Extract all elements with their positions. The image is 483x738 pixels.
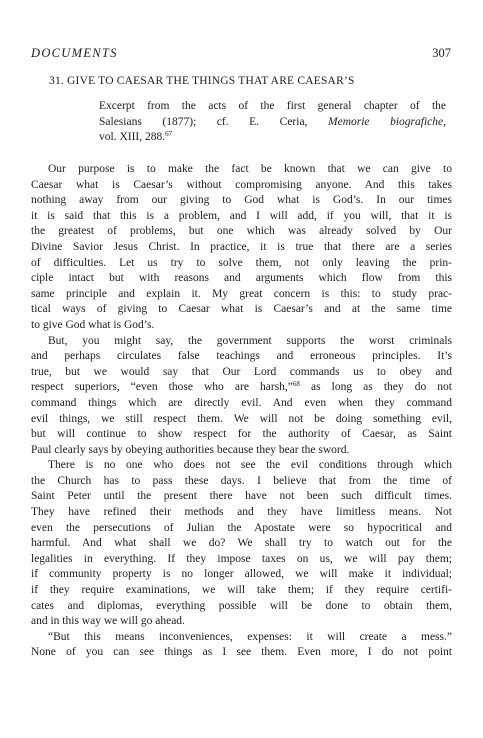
text-line: None of you can see things as I see them. Even more, I do not point (31, 646, 452, 659)
page-number: 307 (432, 46, 451, 60)
source-note-line: Excerpt from the acts of the first general chapter of the (99, 100, 446, 112)
text-line: Divine Savior Jesus Christ. In practice, it is true that there are a series (31, 240, 452, 253)
text-line: nothing away from our giving to God what is God’s. In our times (31, 194, 452, 207)
text-line: evil things, we still respect them. We will not be doing something evil, (31, 412, 452, 425)
text-line: There is no one who does not see the evil conditions through which (48, 459, 452, 472)
body-text (31, 162, 452, 661)
source-note-text: Salesians (1877); cf. E. Ceria, (99, 115, 308, 128)
text-line: tical ways of giving to Caesar what is Caesar’s and at the same time (31, 303, 452, 316)
text-line: even the persecutions of Julian the Apostate were so hypocritical and (31, 521, 452, 534)
text-line: harmful. And what shall we do? We shall try to watch out for the (31, 537, 452, 550)
source-note-line (99, 130, 446, 146)
text-line: legalities in everything. If they impose taxes on us, we will pay them; (31, 552, 452, 565)
footnote-marker: 67 (165, 130, 173, 139)
text-line: Saint Peter until the present there have not been such difficult times. (31, 490, 452, 503)
text-line: but will continue to show respect for the authority of Caesar, as Saint (31, 428, 452, 441)
source-note-line (99, 115, 446, 131)
text-line: if they require examinations, we will take them; if they require certifi- (31, 584, 452, 597)
section-title: 31. GIVE TO CAESAR THE THINGS THAT ARE CAESAR’S (49, 75, 355, 87)
text-segment: respect superiors, “even those who are harsh,” (31, 381, 293, 394)
running-head: DOCUMENTS (31, 46, 118, 60)
text-line: ciple intact but with reasons and arguments which flow from this (31, 272, 452, 285)
text-line: same principle and explain it. My great concern is this: to study prac- (31, 287, 452, 300)
text-line: Our purpose is to make the fact be known that we can give to (48, 163, 452, 175)
text-line: “But this means inconveniences, expenses: it will create a mess.” (48, 630, 452, 643)
text-line: and perhaps circulates false teachings and erroneous principles. It’s (31, 350, 452, 363)
text-segment: as long as they do not (299, 381, 452, 394)
text-line: They have refined their methods and they have limitless means. Not (31, 506, 452, 519)
text-line: the Church has to pass these days. I believe that from the time of (31, 474, 452, 487)
running-header (31, 45, 451, 61)
text-line: Caesar what is Caesar’s without compromising anyone. And this takes (31, 178, 452, 191)
text-line: But, you might say, the government supports the worst criminals (48, 334, 452, 347)
text-line: it is said that this is a problem, and I will add, if you will, that it is (31, 209, 452, 222)
text-line: the greatest of problems, but one which was already solved by Our (31, 225, 452, 238)
text-line: cates and diplomas, everything possible will be done to obtain them, (31, 599, 452, 612)
text-line: if community property is no longer allowed, we will make it individual; (31, 568, 452, 581)
text-line: to give God what is God’s. (31, 318, 155, 331)
text-line: Paul clearly says by obeying authorities because they bear the sword. (31, 443, 350, 456)
source-note-text: vol. XIII, 288. (99, 131, 166, 144)
text-line: of difficulties. Let us try to solve them, not only leaving the prin- (31, 256, 452, 269)
text-line: and in this way we will go ahead. (31, 615, 185, 628)
text-line (31, 380, 452, 396)
text-line: command things which are directly evil. And even when they command (31, 396, 452, 409)
footnote-marker: 68 (292, 380, 300, 389)
source-note-title: Memorie biografiche, (328, 115, 446, 128)
source-note (99, 99, 446, 146)
text-line: true, but we would say that Our Lord commands us to obey and (31, 365, 452, 378)
